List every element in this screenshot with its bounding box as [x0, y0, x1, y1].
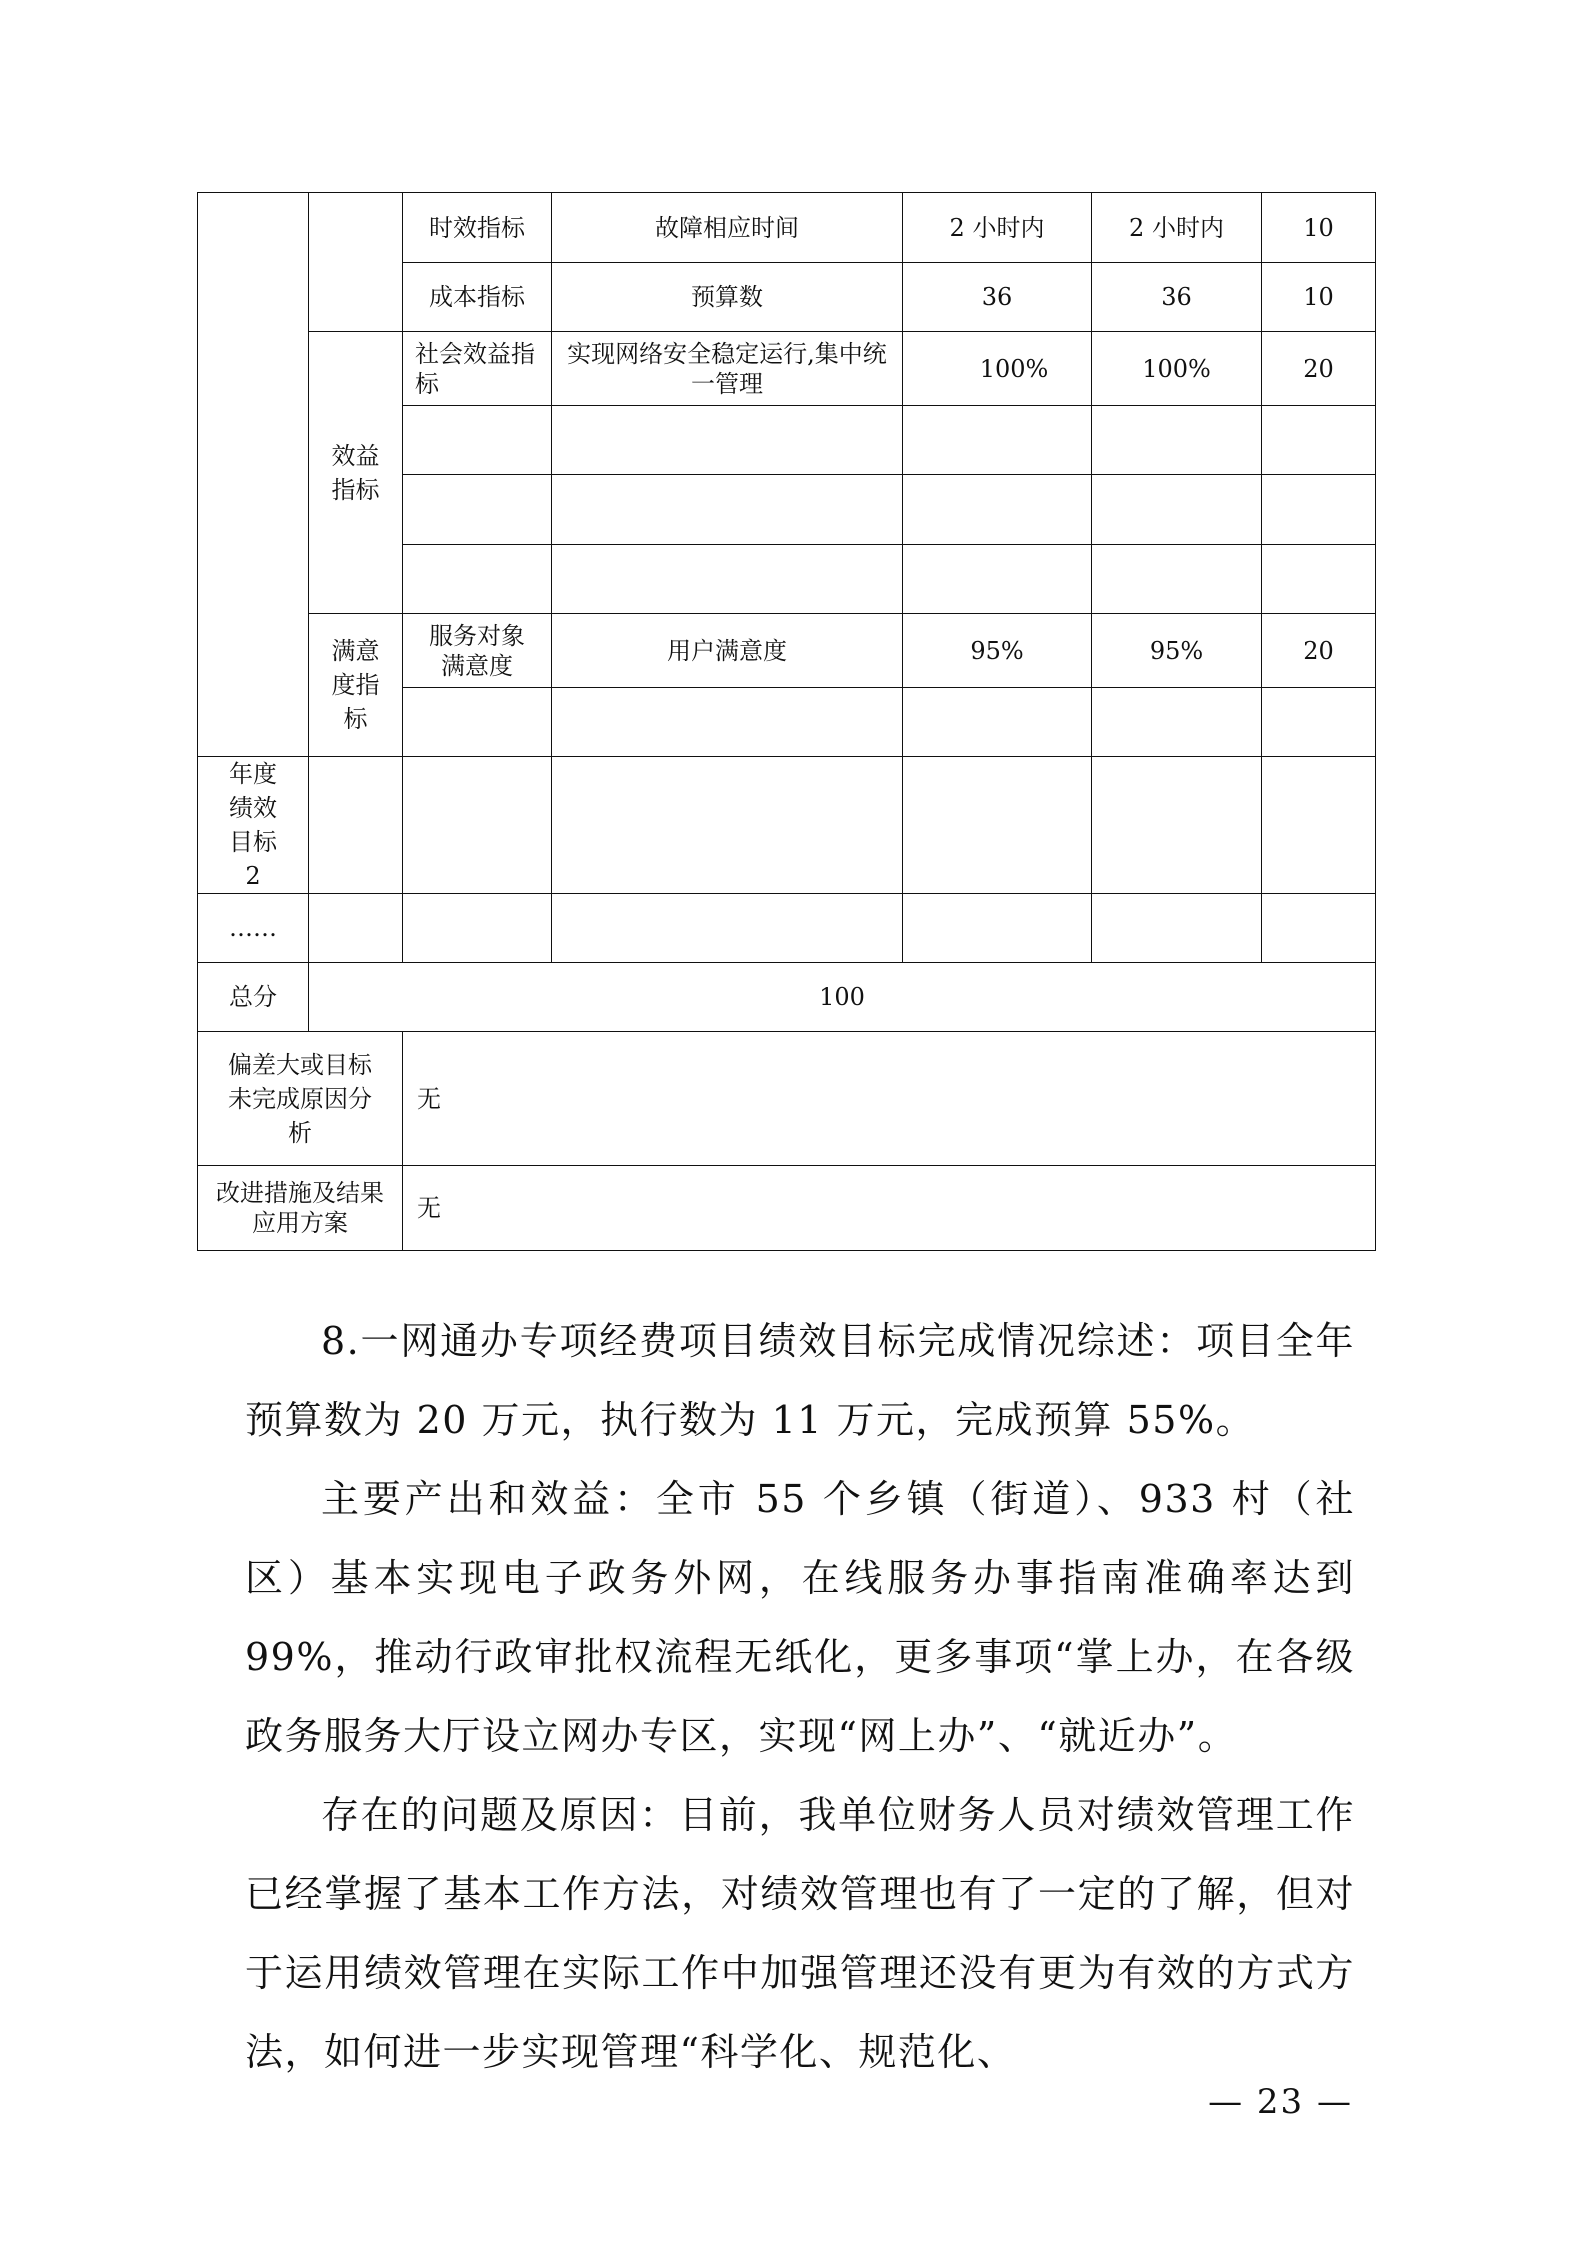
empty-cell	[403, 475, 552, 545]
content-cell: 预算数	[552, 263, 903, 332]
indicator-cell: 成本指标	[403, 263, 552, 332]
empty-cell	[903, 406, 1092, 475]
indicator-cell: 时效指标	[403, 193, 552, 263]
table-row-improvement	[198, 1166, 1376, 1251]
empty-cell	[403, 545, 552, 614]
paragraph-problems: 存在的问题及原因：目前，我单位财务人员对绩效管理工作已经掌握了基本工作方法，对绩效管理也有了一定的了解，但对于运用绩效管理在实际工作中加强管理还没有更为有效的方式方法，如何进一步实现管理“科学化、规范化、	[245, 1793, 1355, 2074]
empty-cell	[903, 757, 1092, 894]
actual-cell: 36	[1092, 263, 1262, 332]
empty-cell	[552, 545, 903, 614]
empty-cell	[309, 757, 403, 894]
paragraph-summary: 8.一网通办专项经费项目绩效目标完成情况综述：项目全年预算数为 20 万元，执行数为 11 万元，完成预算 55%。	[245, 1319, 1355, 1442]
body-text	[245, 1302, 1355, 2092]
empty-cell	[1262, 894, 1376, 963]
empty-cell	[552, 757, 903, 894]
empty-cell	[403, 894, 552, 963]
table-row-satisfaction	[198, 614, 1376, 688]
empty-cell	[1262, 545, 1376, 614]
goal1-label-cell	[198, 193, 309, 757]
table-row-timeliness	[198, 193, 1376, 263]
empty-cell	[1092, 757, 1262, 894]
empty-cell	[1092, 688, 1262, 757]
empty-cell	[1092, 406, 1262, 475]
target-cell: 2 小时内	[903, 193, 1092, 263]
indicator-cell: 服务对象满意度	[403, 614, 552, 688]
content-cell: 用户满意度	[552, 614, 903, 688]
score-cell: 20	[1262, 614, 1376, 688]
empty-cell	[1262, 475, 1376, 545]
empty-cell	[903, 894, 1092, 963]
content-cell: 实现网络安全稳定运行,集中统一管理	[552, 332, 903, 406]
empty-cell	[552, 406, 903, 475]
empty-cell	[403, 688, 552, 757]
empty-cell	[552, 475, 903, 545]
table-row-ellipsis	[198, 894, 1376, 963]
empty-cell	[1262, 757, 1376, 894]
deviation-value: 无	[403, 1032, 1376, 1166]
actual-cell: 95%	[1092, 614, 1262, 688]
score-cell: 20	[1262, 332, 1376, 406]
empty-cell	[1262, 406, 1376, 475]
actual-cell: 100%	[1092, 332, 1262, 406]
ellipsis-label: ……	[198, 894, 309, 963]
performance-table	[197, 192, 1376, 1251]
total-label: 总分	[198, 963, 309, 1032]
paragraph-outputs: 主要产出和效益：全市 55 个乡镇（街道）、933 村（社区）基本实现电子政务外网，在线服务办事指南准确率达到 99%，推动行政审批权流程无纸化，更多事项“掌上办，在各级政务服务大厅设立网办专区，实现“网上办”、“就近办”。	[245, 1477, 1355, 1758]
output-group-cell	[309, 193, 403, 332]
target-cell: 36	[903, 263, 1092, 332]
satisfaction-group-label: 满意度指标	[309, 614, 403, 757]
empty-cell	[552, 688, 903, 757]
indicator-cell: 社会效益指标	[403, 332, 552, 406]
deviation-label: 偏差大或目标未完成原因分析	[198, 1032, 403, 1166]
empty-cell	[903, 475, 1092, 545]
page-number: — 23 —	[1208, 2082, 1353, 2122]
target-cell: 100%	[903, 332, 1092, 406]
content-cell: 故障相应时间	[552, 193, 903, 263]
table-row-deviation	[198, 1032, 1376, 1166]
empty-cell	[903, 688, 1092, 757]
actual-cell: 2 小时内	[1092, 193, 1262, 263]
empty-cell	[1092, 475, 1262, 545]
empty-cell	[903, 545, 1092, 614]
score-cell: 10	[1262, 193, 1376, 263]
table-row-social-benefit	[198, 332, 1376, 406]
benefit-group-label: 效益指标	[309, 332, 403, 614]
improvement-label: 改进措施及结果应用方案	[198, 1166, 403, 1251]
score-cell: 10	[1262, 263, 1376, 332]
improvement-value: 无	[403, 1166, 1376, 1251]
table-row-total	[198, 963, 1376, 1032]
empty-cell	[552, 894, 903, 963]
table-row-goal2	[198, 757, 1376, 894]
target-cell: 95%	[903, 614, 1092, 688]
empty-cell	[309, 894, 403, 963]
empty-cell	[403, 757, 552, 894]
empty-cell	[1092, 545, 1262, 614]
goal2-label: 年度绩效目标 2	[198, 757, 309, 894]
total-value: 100	[309, 963, 1376, 1032]
empty-cell	[1092, 894, 1262, 963]
empty-cell	[1262, 688, 1376, 757]
empty-cell	[403, 406, 552, 475]
